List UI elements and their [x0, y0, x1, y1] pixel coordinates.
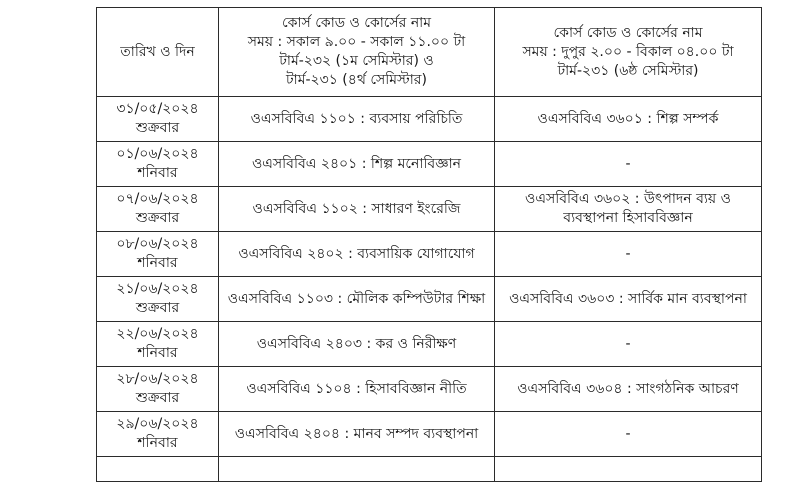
- afternoon-course-cell: ওএসবিবিএ ৩৬০৩ : সার্বিক মান ব্যবস্থাপনা: [495, 277, 762, 322]
- date-cell: [97, 367, 219, 412]
- table-row: [97, 412, 762, 457]
- date-cell: [97, 97, 219, 142]
- header-slot2-term: টার্ম-২৩১ (৬ষ্ঠ সেমিস্টার): [557, 62, 699, 79]
- header-date-day-label: তারিখ ও দিন: [120, 43, 195, 60]
- header-slot1-term-b: টার্ম-২৩১ (৪র্থ সেমিস্টার): [286, 72, 427, 88]
- day-value: শনিবার: [137, 345, 178, 361]
- date-cell-partial: [97, 457, 219, 482]
- date-cell: [97, 142, 219, 187]
- afternoon-course-cell: -: [495, 322, 762, 367]
- afternoon-course-cell: ওএসবিবিএ ৩৬০৪ : সাংগঠনিক আচরণ: [495, 367, 762, 412]
- date-value: ০৮/০৬/২০২৪: [116, 236, 199, 252]
- day-value: শুক্রবার: [135, 210, 180, 226]
- afternoon-course-cell-partial: [495, 457, 762, 482]
- table-header-row: [97, 8, 762, 97]
- afternoon-course-cell: ওএসবিবিএ ৩৬০২ : উৎপাদন ব্যয় ও ব্যবস্থাপনা হিসাববিজ্ঞান: [495, 187, 762, 232]
- morning-course-cell: ওএসবিবিএ ২৪০৪ : মানব সম্পদ ব্যবস্থাপনা: [219, 412, 495, 457]
- header-slot2-title: কোর্স কোড ও কোর্সের নাম: [553, 24, 703, 41]
- day-value: শনিবার: [137, 435, 178, 451]
- morning-course-cell: ওএসবিবিএ ২৪০২ : ব্যবসায়িক যোগাযোগ: [219, 232, 495, 277]
- afternoon-course-cell: -: [495, 412, 762, 457]
- date-cell: [97, 187, 219, 232]
- table-row: [97, 97, 762, 142]
- morning-course-cell: ওএসবিবিএ ১১০২ : সাধারণ ইংরেজি: [219, 187, 495, 232]
- date-cell: [97, 277, 219, 322]
- day-value: শুক্রবার: [135, 390, 180, 406]
- afternoon-course-cell: -: [495, 232, 762, 277]
- afternoon-course-cell: -: [495, 142, 762, 187]
- afternoon-course-cell: ওএসবিবিএ ৩৬০১ : শিল্প সম্পর্ক: [495, 97, 762, 142]
- date-value: ২৯/০৬/২০২৪: [116, 416, 199, 432]
- morning-course-cell-partial: [219, 457, 495, 482]
- date-cell: [97, 322, 219, 367]
- header-slot1-title: কোর্স কোড ও কোর্সের নাম: [281, 15, 432, 31]
- morning-course-cell: ওএসবিবিএ ১১০৪ : হিসাববিজ্ঞান নীতি: [219, 367, 495, 412]
- exam-schedule-table: [96, 7, 762, 482]
- date-cell: [97, 412, 219, 457]
- table-row: [97, 277, 762, 322]
- morning-course-cell: ওএসবিবিএ ২৪০৩ : কর ও নিরীক্ষণ: [219, 322, 495, 367]
- table-row: [97, 322, 762, 367]
- date-cell: [97, 232, 219, 277]
- table-row: [97, 232, 762, 277]
- day-value: শুক্রবার: [135, 300, 180, 316]
- date-value: ৩১/০৫/২০২৪: [116, 101, 199, 117]
- header-slot1-term-a: টার্ম-২৩২ (১ম সেমিস্টার) ও: [279, 53, 434, 69]
- morning-course-cell: ওএসবিবিএ ১১০১ : ব্যবসায় পরিচিতি: [219, 97, 495, 142]
- date-value: ২২/০৬/২০২৪: [116, 326, 199, 342]
- header-morning-slot: [219, 8, 495, 97]
- day-value: শনিবার: [137, 255, 178, 271]
- morning-course-cell: ওএসবিবিএ ১১০৩ : মৌলিক কম্পিউটার শিক্ষা: [219, 277, 495, 322]
- header-slot1-time: সময় : সকাল ৯.০০ - সকাল ১১.০০ টা: [247, 34, 466, 50]
- date-value: ২৮/০৬/২০২৪: [116, 371, 199, 387]
- day-value: শুক্রবার: [135, 120, 180, 136]
- morning-course-cell: ওএসবিবিএ ২৪০১ : শিল্প মনোবিজ্ঞান: [219, 142, 495, 187]
- header-afternoon-slot: [495, 8, 762, 97]
- day-value: শনিবার: [137, 165, 178, 181]
- date-value: ০৭/০৬/২০২৪: [116, 191, 199, 207]
- header-slot2-time: সময় : দুপুর ২.০০ - বিকাল ০৪.০০ টা: [522, 43, 734, 60]
- table-row: [97, 187, 762, 232]
- header-date-day: [97, 8, 219, 97]
- table-row-partial: [97, 457, 762, 482]
- date-value: ০১/০৬/২০২৪: [116, 146, 199, 162]
- table-row: [97, 142, 762, 187]
- table-row: [97, 367, 762, 412]
- date-value: ২১/০৬/২০২৪: [116, 281, 199, 297]
